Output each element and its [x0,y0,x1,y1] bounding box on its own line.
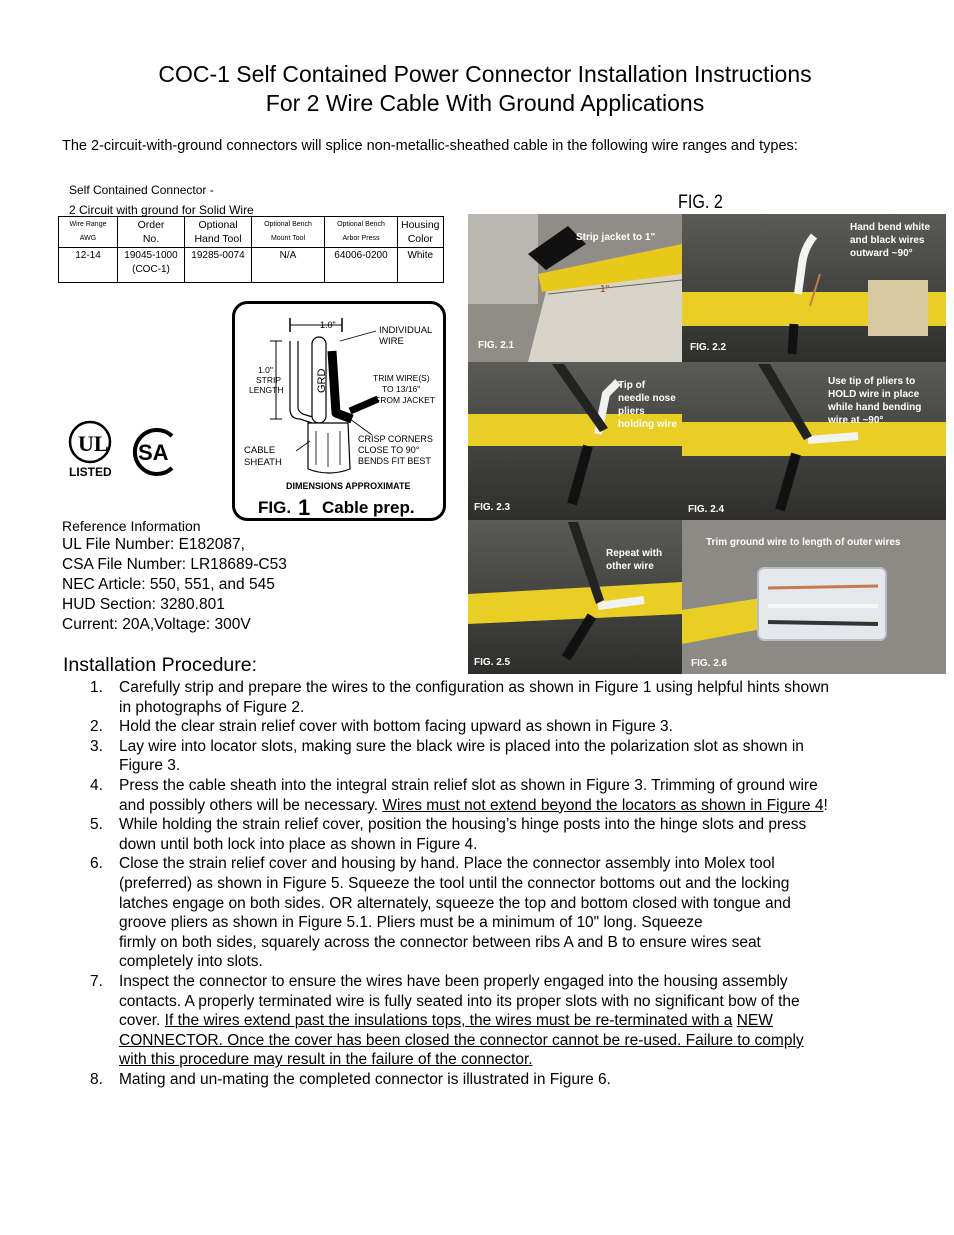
fig2-4-note-1: Use tip of pliers to [828,376,916,387]
reference-nec-article: NEC Article: 550, 551, and 545 [62,576,275,593]
header-cell-housing-color: Housing Color [398,217,444,248]
document-title-line-2: For 2 Wire Cable With Ground Applications [265,90,705,116]
table-cell: 19285-0074 [185,248,252,283]
fig2-3-note-3: pliers [618,406,645,417]
reference-ul-file: UL File Number: E182087, [62,536,245,553]
document-title-line-1: COC-1 Self Contained Power Connector Installation Instructions [158,61,812,87]
header-cell-arbor-press: Optional Bench Arbor Press [325,217,398,248]
fig1-strip-label: STRIP [256,375,282,385]
procedure-steps-list [90,678,830,1089]
fig2-1-photo [468,214,682,362]
fig2-4-photo [682,362,946,520]
fig2-2-note-2: and black wires [850,235,925,246]
fig2-3-caption: FIG. 2.3 [474,502,511,513]
fig2-6-caption: FIG. 2.6 [691,658,728,669]
fig2-1-note-1: Strip jacket to 1" [576,232,656,243]
reference-csa-file: CSA File Number: LR18689-C53 [62,556,287,573]
fig1-cable-prep-diagram [232,301,446,521]
table-cell: White [398,248,444,283]
fig1-trim-line-2: TO 13/16" [382,384,421,394]
fig1-caption-num: 1 [298,495,311,520]
fig1-individual-label: INDIVIDUAL [379,325,433,336]
fig1-cable-label: CABLE [244,445,276,456]
fig1-length-label: LENGTH [249,385,284,395]
table-caption [69,180,254,220]
list-item: 6. Close the strain relief cover and housing by hand. Place the connector assembly into Molex tool (preferred) as shown in Figure 5. Squeeze the tool until the connector bottoms out and the locking latches engage on both sides. OR alternately, squeeze the top and bottom closed with tongue and groove pliers as shown in Figure 5.1. Pliers must be a minimum of 10" long. Squeeze firmly on both sides, squarely across the connector between ribs A and B to ensure wires seat completely into slots. [90,855,791,971]
fig2-4-note-4: wire at ~90° [828,415,884,426]
csa-logo-text: SA [138,440,169,465]
fig2-2-note-1: Hand bend white [850,222,930,233]
list-item: 8. Mating and un-mating the completed connector is illustrated in Figure 6. [90,1070,611,1088]
list-item: 2. Hold the clear strain relief cover with bottom facing upward as shown in Figure 3. [90,718,673,736]
fig2-2-photo [682,214,946,362]
fig2-photo-grid [468,214,946,674]
table-cell: N/A [252,248,325,283]
fig2-1-ruler-mark: 1" [600,284,610,295]
list-item: 3. Lay wire into locator slots, making sure the black wire is placed into the polarization slot as shown in Figure 3. [90,737,804,775]
fig2-2-caption: FIG. 2.2 [690,342,727,353]
table-caption-line-1: Self Contained Connector - [69,183,214,197]
header-cell-bench-mount-tool: Optional Bench Mount Tool [252,217,325,248]
table-header-row [59,217,444,248]
fig2-3-photo [468,362,682,520]
header-cell-order-no: Order No. [118,217,185,248]
fig1-sheath-label: SHEATH [244,457,282,468]
table-caption-line-2: 2 Circuit with ground for Solid Wire [69,203,254,217]
table-cell: 64006-0200 [325,248,398,283]
step-7-warning-part-1: If the wires extend past the insulations tops, the wires must be re-terminated with a [164,1012,733,1030]
fig1-trim-line-1: TRIM WIRE(S) [373,373,430,383]
wire-spec-table [58,216,444,283]
fig2-5-note-2: other wire [606,561,654,572]
fig2-4-note-2: HOLD wire in place [828,389,920,400]
fig1-crisp-line-2: CLOSE TO 90° [358,445,420,455]
step-7-warning-part-2: NEW CONNECTOR. Once the cover has been closed the connector cannot be re-used. Failure to comply with this procedure may result in the failure of the connector. [119,1012,804,1069]
fig1-crisp-line-1: CRISP CORNERS [358,434,433,444]
reference-current-voltage: Current: 20A,Voltage: 300V [62,616,251,633]
fig1-dim-top: 1.0" [320,320,336,330]
fig2-5-photo [468,520,682,674]
fig1-strip-dim: 1.0" [258,365,273,375]
fig2-5-caption: FIG. 2.5 [474,657,511,668]
reference-hud-section: HUD Section: 3280.801 [62,596,225,613]
fig1-crisp-line-3: BENDS FIT BEST [358,456,431,466]
fig1-dims-note: DIMENSIONS APPROXIMATE [286,481,411,491]
table-cell: 12-14 [59,248,118,283]
fig2-3-note-4: holding wire [618,419,677,430]
fig2-6-photo [682,520,946,674]
header-cell-hand-tool: Optional Hand Tool [185,217,252,248]
table-row [59,248,444,283]
ul-listed-logo [68,420,116,484]
list-item: 1. Carefully strip and prepare the wires to the configuration as shown in Figure 1 using helpful hints shown in photographs of Figure 2. [90,679,829,716]
step-4-warning: Wires must not extend beyond the locators as shown in Figure 4 [382,796,824,814]
fig2-label: FIG. 2 [678,192,723,213]
fig2-4-caption: FIG. 2.4 [688,504,725,515]
table-cell: 19045-1000 (COC-1) [118,248,185,283]
fig1-caption-text: Cable prep. [322,498,415,517]
list-item: 4. Press the cable sheath into the integral strain relief slot as shown in Figure 3. Trimming of ground wire and possibly others will be necessary. Wires must not extend beyond the locators as shown in Figure 4! [90,776,828,814]
fig1-caption-fig: FIG. [258,498,292,517]
procedure-heading: Installation Procedure: [63,654,258,676]
fig2-6-note-1: Trim ground wire to length of outer wires [706,537,901,548]
header-cell-wire-range: Wire Range AWG [59,217,118,248]
list-item: 5. While holding the strain relief cover, position the housing’s hinge posts into the hinge slots and press down until both lock into place as shown in Figure 4. [90,816,807,853]
ul-logo-text: UL [78,431,109,456]
list-item: 7. Inspect the connector to ensure the wires have been properly engaged into the housing assembly contacts. A properly terminated wire is fully seated into its proper slots with no significant bow of the cover. If the wires extend past the insulations tops, the wires must be re-terminated with a NEW CONNECTOR. Once the cover has been closed the connector cannot be re-used. Failure to comply with this procedure may result in the failure of the connector. [90,972,804,1069]
fig1-grd-label: GRD [316,368,328,393]
reference-heading: Reference Information [62,518,201,534]
fig2-5-note-1: Repeat with [606,548,663,559]
fig2-3-note-1: Tip of [618,380,646,391]
fig2-1-caption: FIG. 2.1 [478,340,515,351]
ul-listed-text: LISTED [69,465,112,479]
fig2-2-note-3: outward ~90° [850,248,913,259]
fig2-3-note-2: needle nose [618,393,676,404]
intro-paragraph: The 2-circuit-with-ground connectors will splice non-metallic-sheathed cable in the following wire ranges and types: [62,138,798,154]
csa-logo [128,424,182,480]
fig2-4-note-3: while hand bending [828,402,922,413]
fig1-trim-line-3: FROM JACKET [375,395,435,405]
fig1-wire-label: WIRE [379,336,404,347]
